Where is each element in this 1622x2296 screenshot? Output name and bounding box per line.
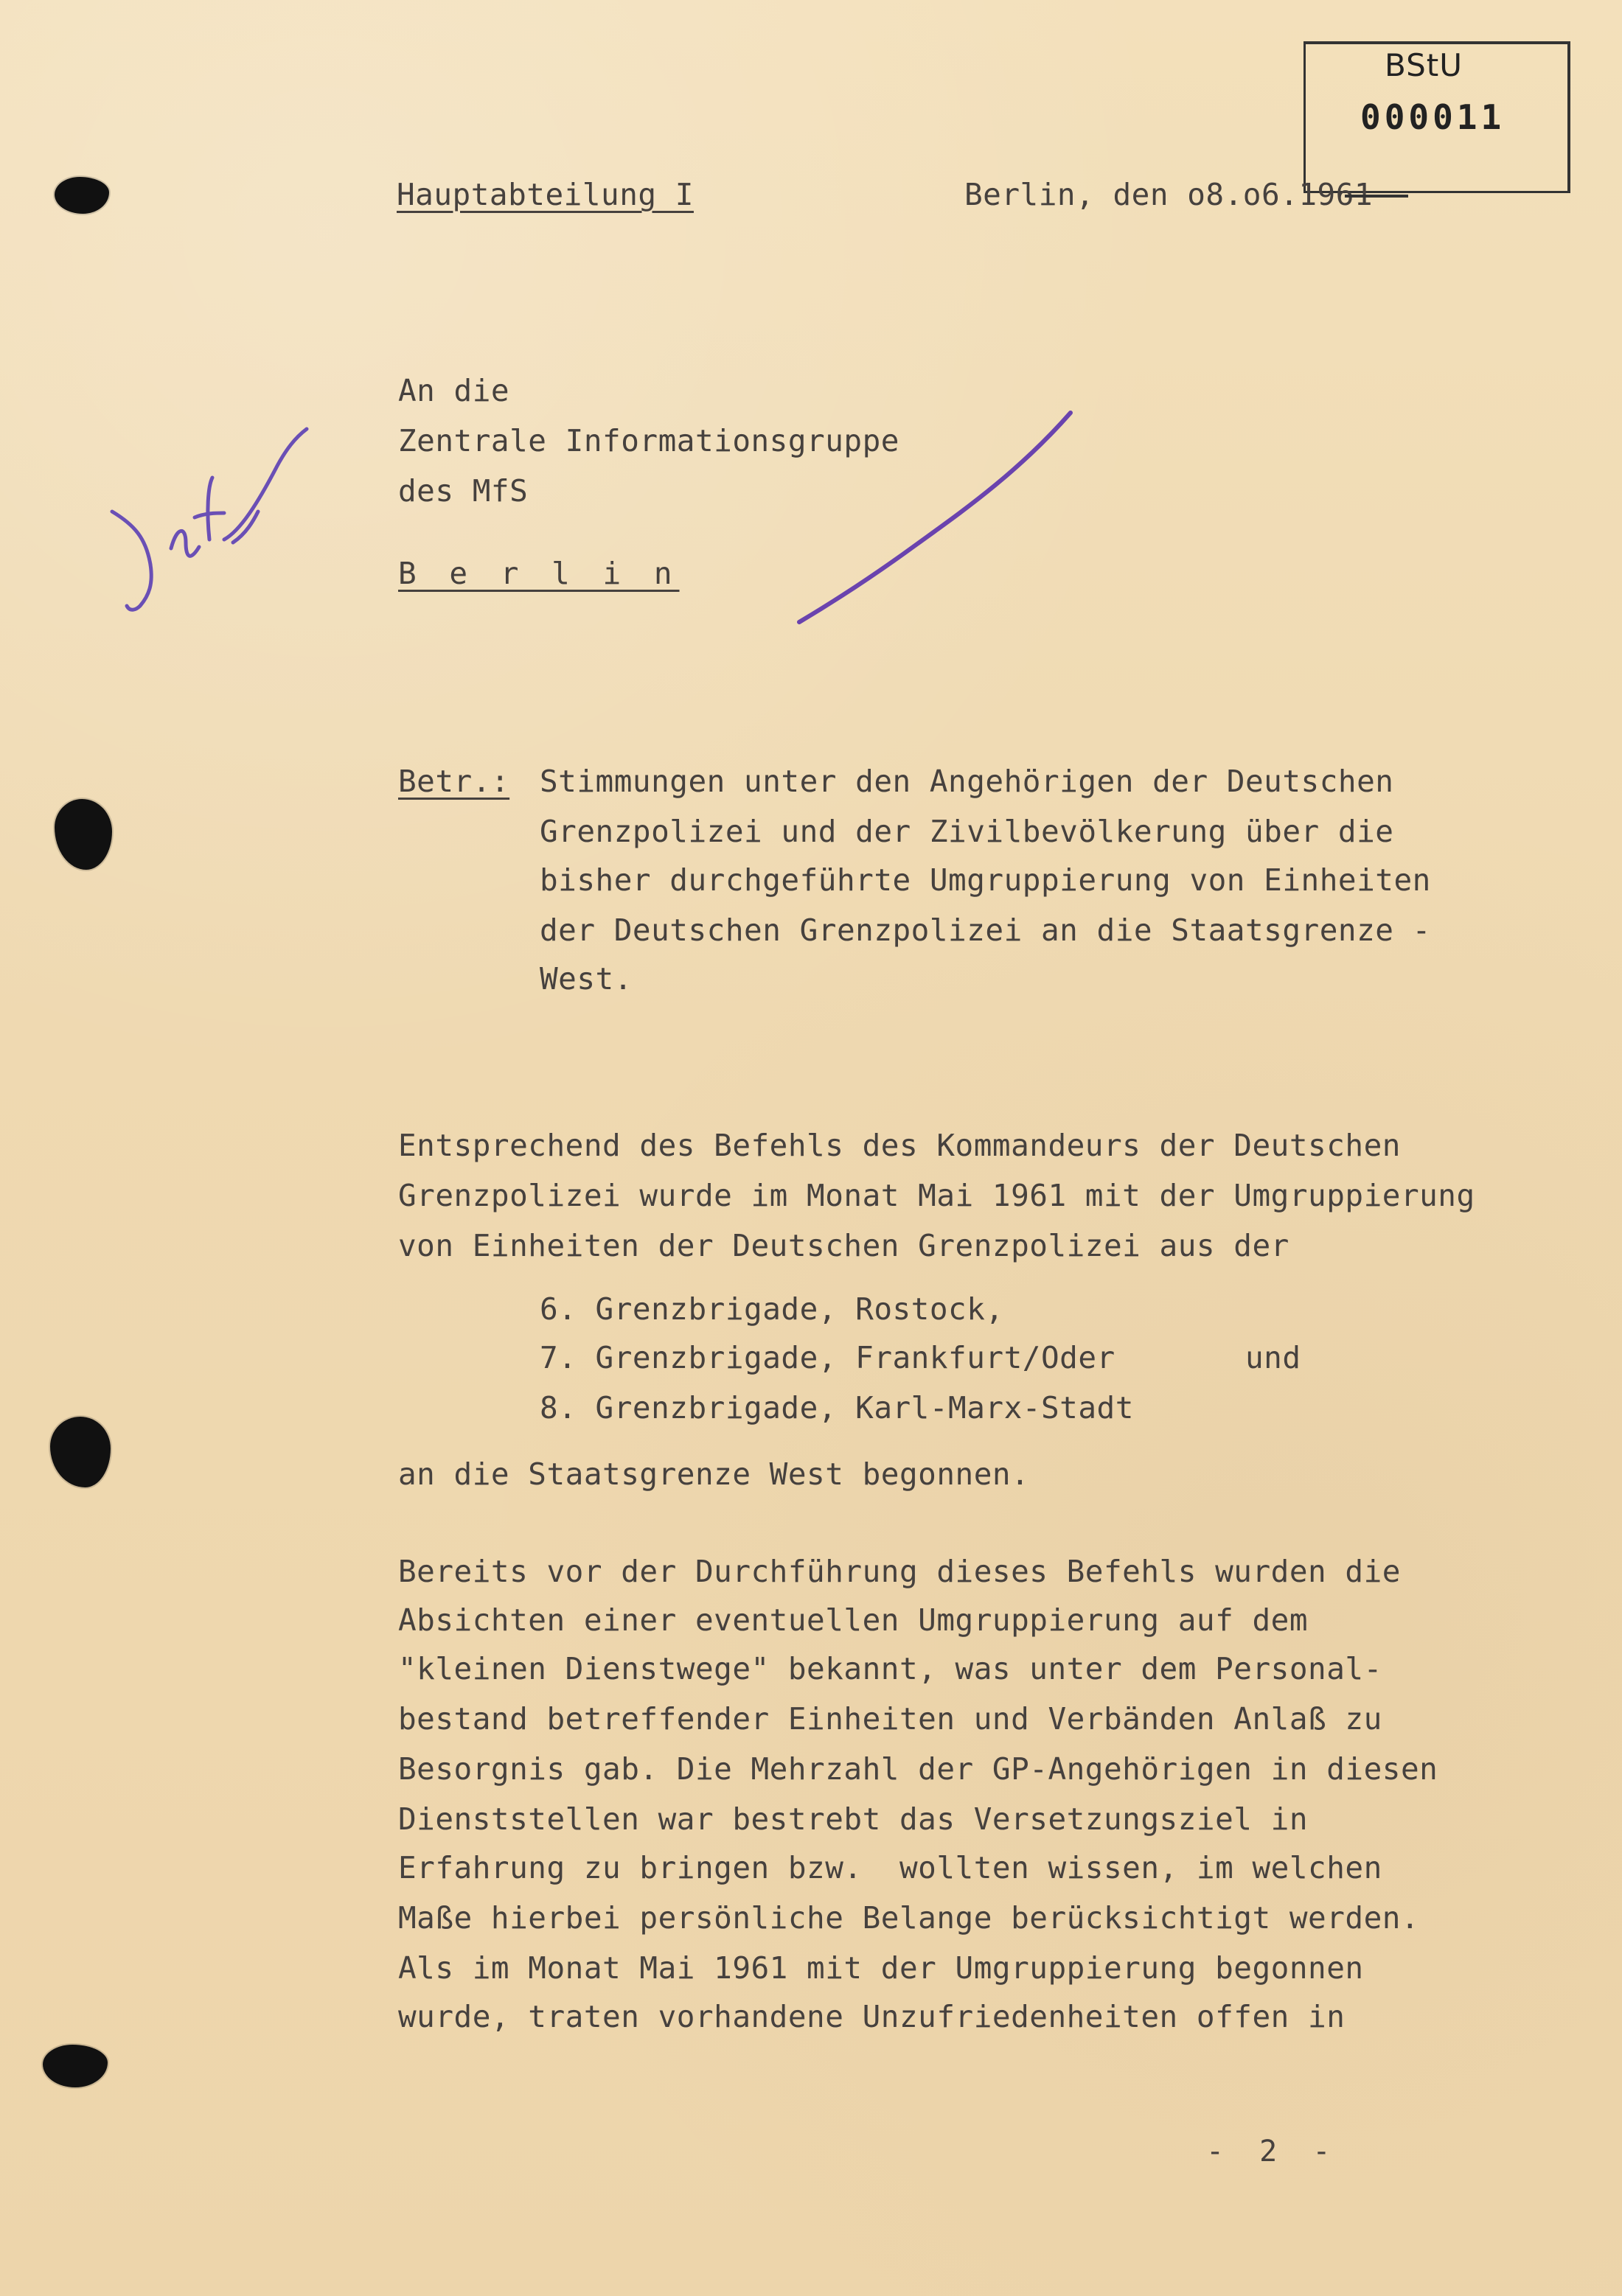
recipient-line-3: des MfS xyxy=(398,473,529,509)
subject-line-1: Stimmungen unter den Angehörigen der Deutschen xyxy=(540,764,1394,799)
paragraph2-line-8: Maße hierbei persönliche Belange berücksichtigt werden. xyxy=(398,1900,1420,1936)
paragraph1-ending: an die Staatsgrenze West begonnen. xyxy=(398,1456,1030,1492)
paragraph2-line-9: Als im Monat Mai 1961 mit der Umgruppierung begonnen xyxy=(398,1950,1364,1986)
page-number-marker: - 2 - xyxy=(1206,2135,1340,2168)
paragraph2-line-5: Besorgnis gab. Die Mehrzahl der GP-Angehörigen in diesen xyxy=(398,1751,1438,1787)
paragraph2-line-3: "kleinen Dienstwege" bekannt, was unter dem Personal- xyxy=(398,1651,1382,1686)
paragraph2-line-2: Absichten einer eventuellen Umgruppierung auf dem xyxy=(398,1602,1309,1638)
paragraph2-line-4: bestand betreffender Einheiten und Verbänden Anlaß zu xyxy=(398,1701,1382,1737)
subject-line-3: bisher durchgeführte Umgruppierung von Einheiten xyxy=(540,862,1431,898)
paragraph1-line-2: Grenzpolizei wurde im Monat Mai 1961 mit der Umgruppierung xyxy=(398,1178,1475,1213)
paragraph2-line-10: wurde, traten vorhandene Unzufriedenheiten offen in xyxy=(398,1999,1346,2034)
brigade-line-2: 7. Grenzbrigade, Frankfurt/Oder und xyxy=(540,1340,1301,1375)
subject-line-5: West. xyxy=(540,961,633,997)
brigade-line-1: 6. Grenzbrigade, Rostock, xyxy=(540,1291,1004,1327)
archive-stamp-number: 000011 xyxy=(1360,97,1506,137)
punch-hole-4 xyxy=(43,2045,108,2087)
paragraph1-line-1: Entsprechend des Befehls des Kommandeurs der Deutschen xyxy=(398,1128,1401,1163)
paragraph2-line-1: Bereits vor der Durchführung dieses Befehls wurden die xyxy=(398,1554,1401,1589)
punch-hole-2 xyxy=(55,799,112,870)
recipient-line-1: An die xyxy=(398,373,510,408)
paragraph1-line-3: von Einheiten der Deutschen Grenzpolizei aus der xyxy=(398,1228,1289,1263)
recipient-city: B e r l i n xyxy=(398,556,680,591)
brigade-line-3: 8. Grenzbrigade, Karl-Marx-Stadt xyxy=(540,1390,1134,1426)
recipient-line-2: Zentrale Informationsgruppe xyxy=(398,423,899,458)
subject-line-2: Grenzpolizei und der Zivilbevölkerung über die xyxy=(540,814,1394,849)
date-line: Berlin, den o8.o6.1961 xyxy=(964,177,1374,212)
archive-stamp-agency: BStU xyxy=(1385,47,1463,83)
handwritten-annotation xyxy=(96,413,339,649)
punch-hole-1 xyxy=(55,177,109,214)
subject-line-4: der Deutschen Grenzpolizei an die Staatsgrenze - xyxy=(540,913,1431,948)
paragraph2-line-7: Erfahrung zu bringen bzw. wollten wissen, im welchen xyxy=(398,1850,1382,1885)
subject-label: Betr.: xyxy=(398,764,510,799)
paragraph2-line-6: Dienststellen war bestrebt das Versetzungsziel in xyxy=(398,1801,1309,1837)
date-strike-line xyxy=(1345,195,1408,198)
punch-hole-3 xyxy=(50,1417,111,1487)
department-heading: Hauptabteilung I xyxy=(397,177,694,212)
